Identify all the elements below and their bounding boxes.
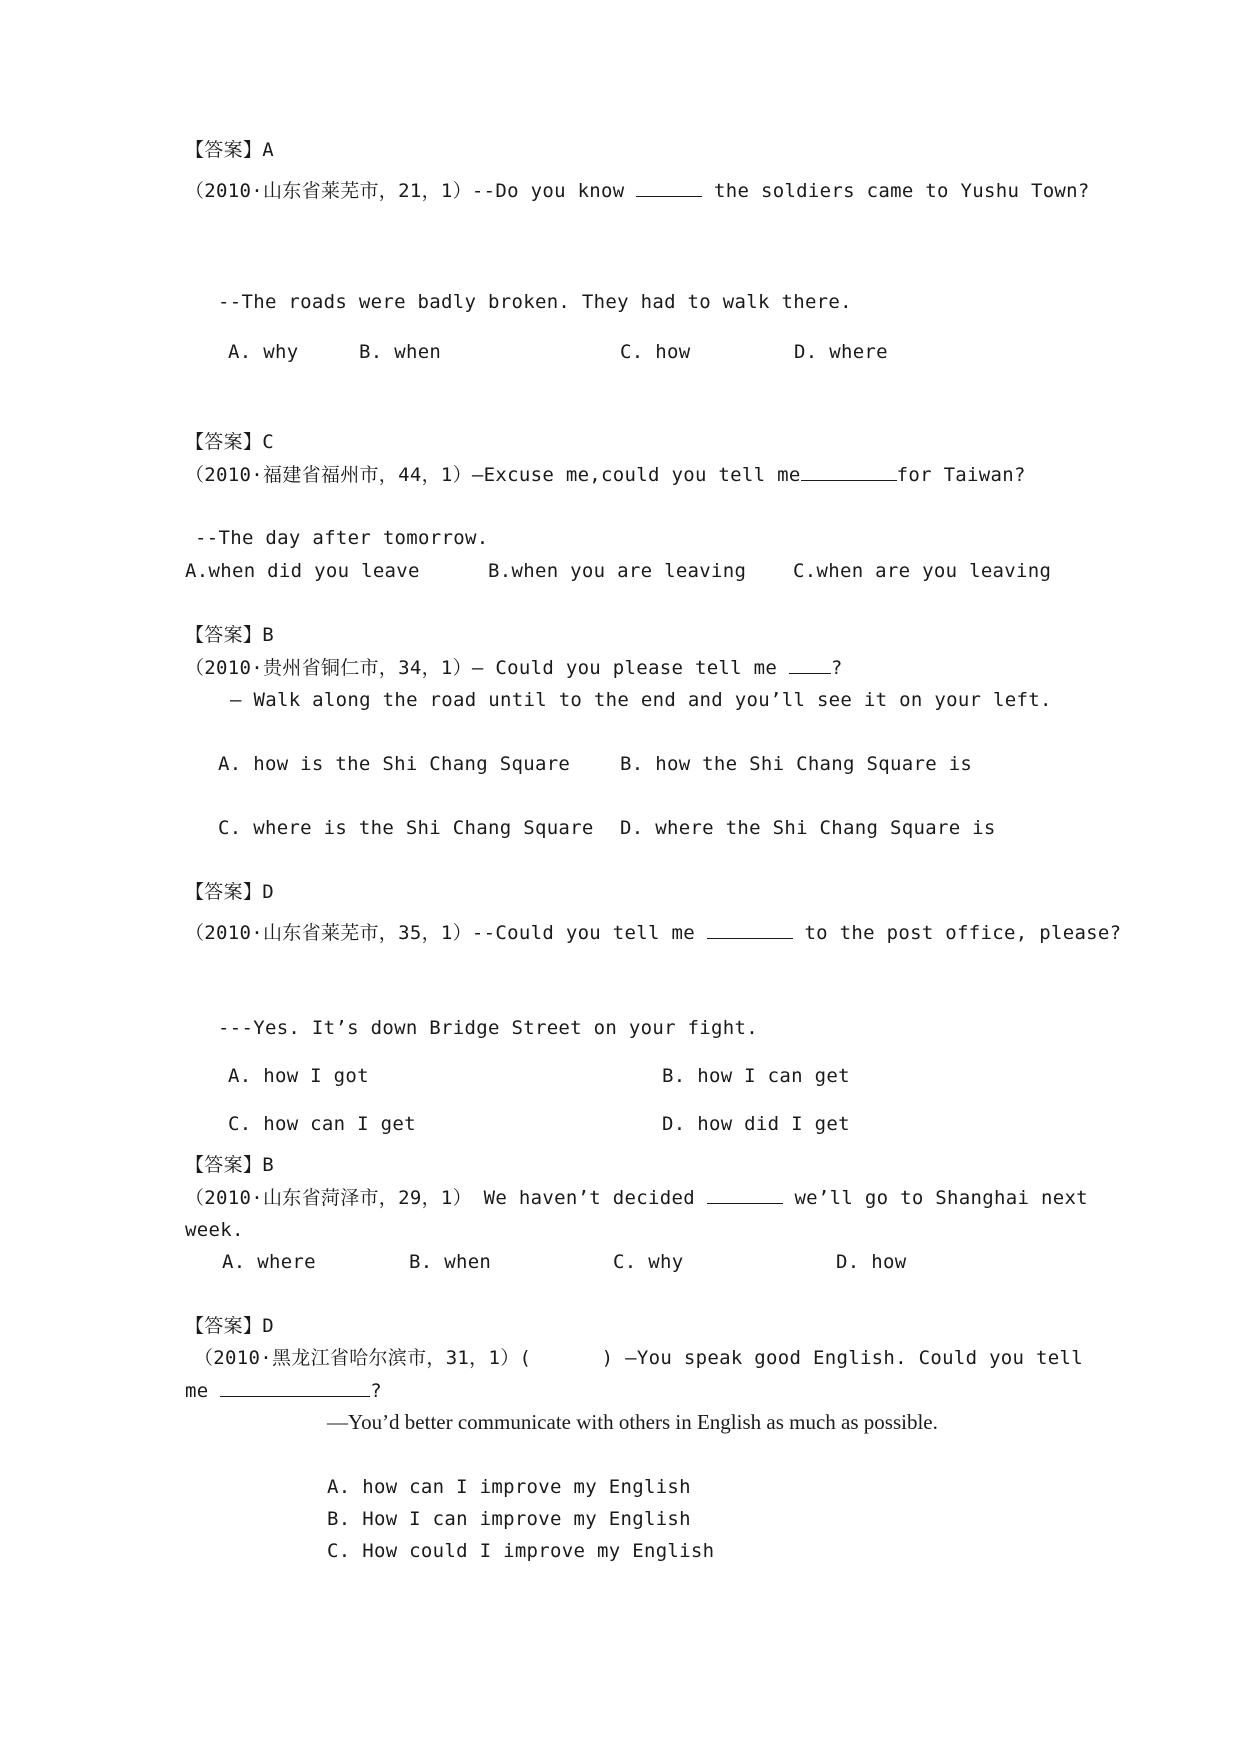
answer-label: 【答案】B: [185, 624, 274, 646]
answer-label: 【答案】C: [185, 431, 274, 453]
reply-text: — Walk along the road until to the end and you’ll see it on your left.: [230, 689, 1052, 711]
option-a[interactable]: A. where: [222, 1251, 316, 1273]
reply-text: —You’d better communicate with others in English as much as possible.: [327, 1410, 938, 1434]
option-c[interactable]: C. why: [613, 1251, 684, 1273]
option-b[interactable]: B. when: [409, 1251, 492, 1273]
answer-blank[interactable]: [707, 920, 793, 939]
question-text-continued: me ?: [185, 1380, 382, 1402]
reply-text: --The roads were badly broken. They had to walk there.: [218, 291, 852, 313]
option-c[interactable]: C. how: [620, 341, 691, 363]
option-b[interactable]: B. How I can improve my English: [327, 1508, 691, 1530]
option-a[interactable]: A. how I got: [228, 1065, 369, 1087]
reply-text: ---Yes. It’s down Bridge Street on your fight.: [218, 1017, 758, 1039]
question-text: （2010·山东省菏泽市，29，1） We haven’t decided we’ll go to Shanghai next: [185, 1187, 1088, 1209]
answer-label: 【答案】B: [185, 1154, 274, 1176]
option-c[interactable]: C. where is the Shi Chang Square: [218, 817, 594, 839]
option-a[interactable]: A. how can I improve my English: [327, 1476, 691, 1498]
option-a[interactable]: A. why: [228, 341, 299, 363]
question-text: （2010·山东省莱芜市，35，1）--Could you tell me to the post office, please?: [185, 922, 1122, 944]
answer-blank[interactable]: [801, 462, 897, 481]
question-text-continued: week.: [185, 1219, 244, 1241]
option-d[interactable]: D. where: [794, 341, 888, 363]
question-text: （2010·山东省莱芜市，21，1）--Do you know the soldiers came to Yushu Town?: [185, 180, 1090, 202]
option-d[interactable]: D. how: [836, 1251, 907, 1273]
option-d[interactable]: D. where the Shi Chang Square is: [620, 817, 996, 839]
answer-blank[interactable]: [220, 1378, 370, 1397]
option-c[interactable]: C. how can I get: [228, 1113, 416, 1135]
question-text: （2010·贵州省铜仁市，34，1）— Could you please tell me ?: [185, 657, 843, 679]
reply-text: --The day after tomorrow.: [195, 527, 489, 549]
answer-label: 【答案】D: [185, 1315, 274, 1337]
answer-label: 【答案】A: [185, 139, 274, 161]
question-text: （2010·黑龙江省哈尔滨市，31，1）( ) —You speak good English. Could you tell: [194, 1347, 1083, 1369]
option-b[interactable]: B. how the Shi Chang Square is: [620, 753, 973, 775]
option-b[interactable]: B. how I can get: [662, 1065, 850, 1087]
answer-blank[interactable]: [636, 178, 702, 197]
answer-blank[interactable]: [789, 655, 831, 674]
option-a[interactable]: A. how is the Shi Chang Square: [218, 753, 571, 775]
option-c[interactable]: C.when are you leaving: [793, 560, 1052, 582]
option-c[interactable]: C. How could I improve my English: [327, 1540, 715, 1562]
option-b[interactable]: B.when you are leaving: [488, 560, 747, 582]
option-b[interactable]: B. when: [359, 341, 442, 363]
option-a[interactable]: A.when did you leave: [185, 560, 420, 582]
option-d[interactable]: D. how did I get: [662, 1113, 850, 1135]
answer-label: 【答案】D: [185, 881, 274, 903]
answer-blank[interactable]: [707, 1185, 783, 1204]
question-text: （2010·福建省福州市，44，1）—Excuse me,could you tell me for Taiwan?: [185, 464, 1026, 486]
